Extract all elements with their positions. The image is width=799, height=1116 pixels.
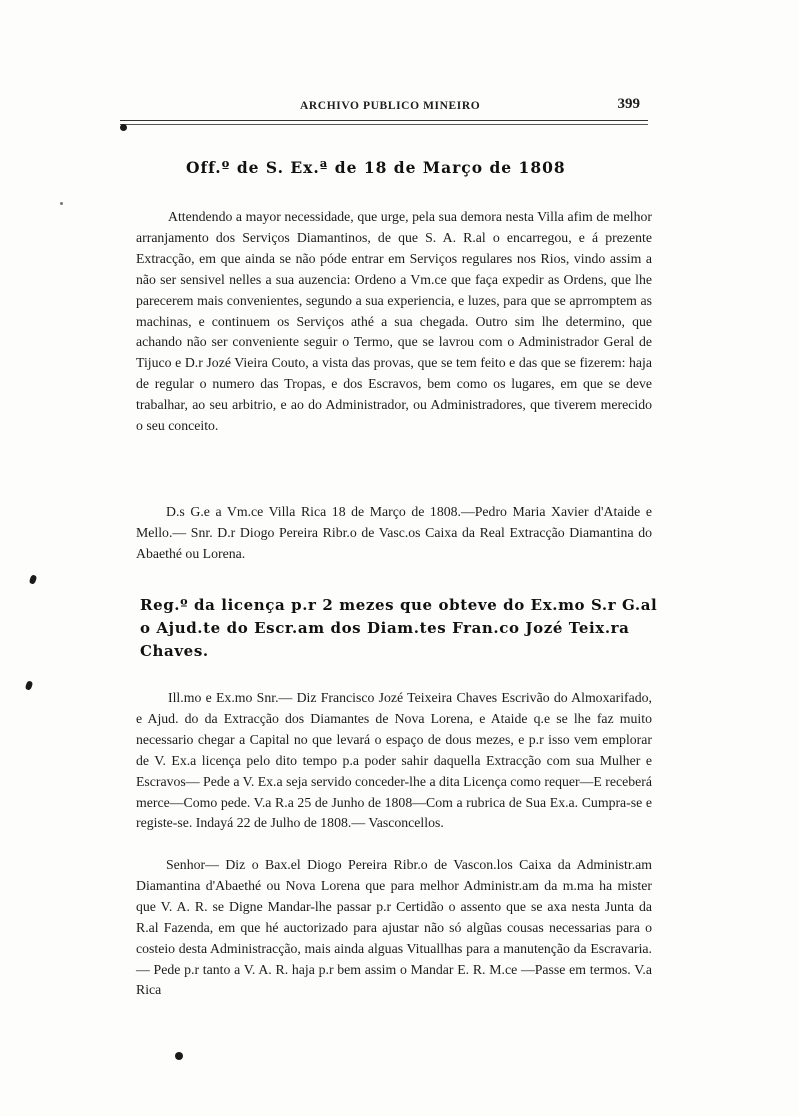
- ink-spot-mark: [25, 680, 34, 691]
- ink-spot-mark: [175, 1052, 183, 1060]
- section-title-2: Reg.º da licença p.r 2 mezes que obteve do Ex.mo S.r G.al o Ajud.te do Escr.am dos Diam.tes Fran.co Jozé Teix.ra Chaves.: [140, 596, 658, 660]
- paragraph-1: Attendendo a mayor necessidade, que urge, pela sua demora nesta Villa afim de melhor arranjamento dos Serviços Diamantinos, de que S. A. R.al o encarregou, e á prezente Extracção, em que ainda se não póde entrar em Serviços regulares nos Rios, vindo assim a não ser sensivel nelles a sua auzencia: Ordeno a Vm.ce que faça expedir as Ordens, que lhe parecerem mais convenientes, segundo a sua experiencia, e luzes, para que se aprromptem as machinas, e continuem os Serviços athé a sua chegada. Outro sim lhe determino, que achando não ser conveniente seguir o Termo, que se lavrou com o Administrador Geral de Tijuco e D.r Jozé Vieira Couto, a vista das provas, que se tem feito e das que se fizerem: haja de regular o numero das Tropas, e dos Escravos, bem como os lugares, em que se deve trabalhar, ao seu arbitrio, e ao do Administrador, ou Administradores, que tiverem merecido o seu conceito.: [136, 209, 652, 434]
- page-header: [120, 96, 648, 121]
- page-number: 399: [617, 96, 640, 112]
- paragraph-2: D.s G.e a Vm.ce Villa Rica 18 de Março de 1808.—Pedro Maria Xavier d'Ataide e Mello.— Snr. D.r Diogo Pereira Ribr.o de Vasc.os Caixa da Real Extracção Diamantina do Abaethé ou Lorena.: [136, 504, 652, 561]
- ink-spot-mark: [29, 574, 38, 585]
- running-head: ARCHIVO PUBLICO MINEIRO: [300, 100, 481, 112]
- ink-spot-mark: [120, 124, 127, 131]
- paragraph-3: Ill.mo e Ex.mo Snr.— Diz Francisco Jozé Teixeira Chaves Escrivão do Almoxarifado, e Ajud. do da Extracção dos Diamantes de Nova Lorena, e Ataide q.e se lhe faz muito necessario chegar a Capital no que levará o espaço de dous mezes, e p.r isso vem emplorar de V. Ex.a licença pelo dito tempo p.a poder sahir daquella Extracção com sua Mulher e Escravos— Pede a V. Ex.a seja servido conceder-lhe a dita Licença como requer—E receberá merce—Como pede. V.a R.a 25 de Junho de 1808—Com a rubrica de Sua Ex.a. Cumpra-se e registe-se. Indayá 22 de Julho de 1808.— Vasconcellos.: [136, 690, 652, 831]
- section-title-1: Off.º de S. Ex.ª de 18 de Março de 1808: [186, 158, 566, 177]
- header-rule: [120, 124, 648, 125]
- ink-spot-mark: [60, 202, 63, 205]
- paragraph-4: Senhor— Diz o Bax.el Diogo Pereira Ribr.o de Vascon.los Caixa da Administr.am Diamantina d'Abaethé ou Nova Lorena que para melhor Administr.am da m.ma ha mister que V. A. R. se Digne Mandar-lhe passar p.r Certidão o assento que se axa nesta Junta da R.al Fazenda, em que hé auctorizado para ajustar não só algũas cousas necessarias para o costeio desta Administracção, mais ainda alguas Vituallhas para a manutenção da Escravaria. — Pede p.r tanto a V. A. R. haja p.r bem assim o Mandar E. R. M.ce —Passe em termos. V.a Rica: [136, 857, 652, 998]
